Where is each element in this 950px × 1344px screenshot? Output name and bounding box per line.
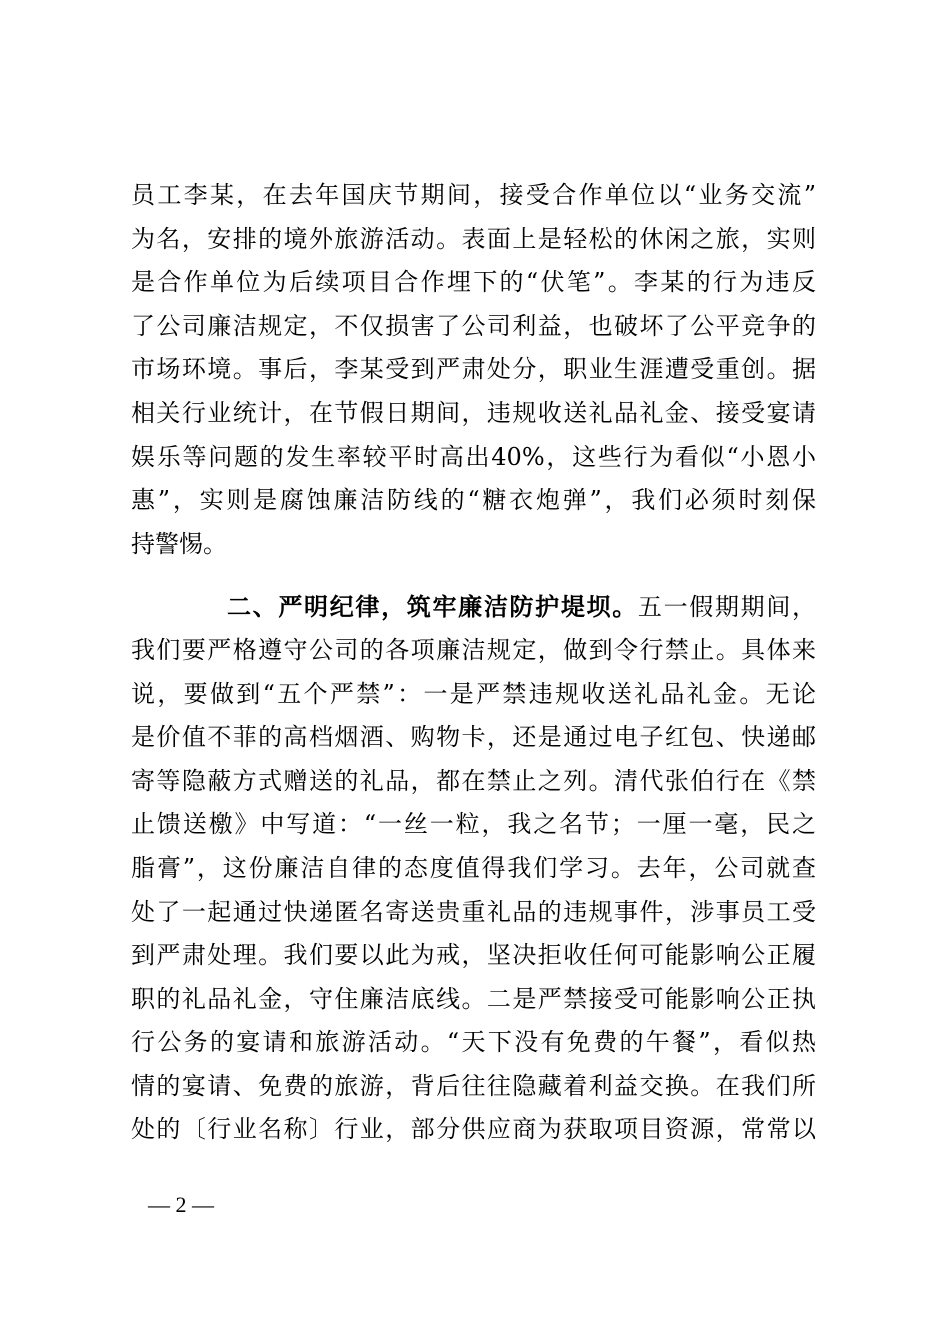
text-line: 持警惕。 [131,529,227,558]
text-line: 是价值不菲的高档烟酒、购物卡，还是通过电子红包、快递邮 [131,723,816,752]
paragraph-2 [131,585,816,1152]
text-line: 说，要做到“五个严禁”：一是严禁违规收送礼品礼金。无论 [131,679,816,708]
text-line: 止馈送檄》中写道：“一丝一粒，我之名节；一厘一毫，民之 [131,810,816,839]
text-line: 是合作单位为后续项目合作埋下的“伏笔”。李某的行为违反 [131,268,816,297]
text-line: 处了一起通过快递匿名寄送贵重礼品的违规事件，涉事员工受 [131,897,816,926]
text-line: 了公司廉洁规定，不仅损害了公司利益，也破坏了公平竞争的 [131,311,816,340]
text-span: 五一假期期间， [637,593,817,622]
text-line: 行公务的宴请和旅游活动。“天下没有免费的午餐”，看似热 [131,1028,816,1057]
text-line: 员工李某，在去年国庆节期间，接受合作单位以“业务交流” [131,181,816,209]
section-heading: 二、严明纪律，筑牢廉洁防护堤坝。 [227,592,638,622]
text-line: 情的宴请、免费的旅游，背后往往隐藏着利益交换。在我们所 [131,1071,816,1100]
text-line: 惠”，实则是腐蚀廉洁防线的“糖衣炮弹”，我们必须时刻保 [131,486,816,515]
document-body [131,174,816,1152]
text-line: 到严肃处理。我们要以此为戒，坚决拒收任何可能影响公正履 [131,941,816,970]
text-line: 处的〔行业名称〕行业，部分供应商为获取项目资源，常常以 [131,1115,816,1144]
text-line: 职的礼品礼金，守住廉洁底线。二是严禁接受可能影响公正执 [131,984,816,1013]
text-line: 寄等隐蔽方式赠送的礼品，都在禁止之列。清代张伯行在《禁 [131,766,816,795]
text-line: 脂膏”，这份廉洁自律的态度值得我们学习。去年，公司就查 [131,853,816,882]
section-heading-line [131,585,816,629]
text-line: 为名，安排的境外旅游活动。表面上是轻松的休闲之旅，实则 [131,224,816,253]
paragraph-1 [131,174,816,566]
text-line: 娱乐等问题的发生率较平时高出40%，这些行为看似“小恩小 [131,442,816,471]
text-line: 市场环境。事后，李某受到严肃处分，职业生涯遭受重创。据 [131,355,816,384]
text-line: 我们要严格遵守公司的各项廉洁规定，做到令行禁止。具体来 [131,635,816,664]
text-line: 相关行业统计，在节假日期间，违规收送礼品礼金、接受宴请 [131,398,816,427]
page-number: — 2 — [148,1192,214,1217]
